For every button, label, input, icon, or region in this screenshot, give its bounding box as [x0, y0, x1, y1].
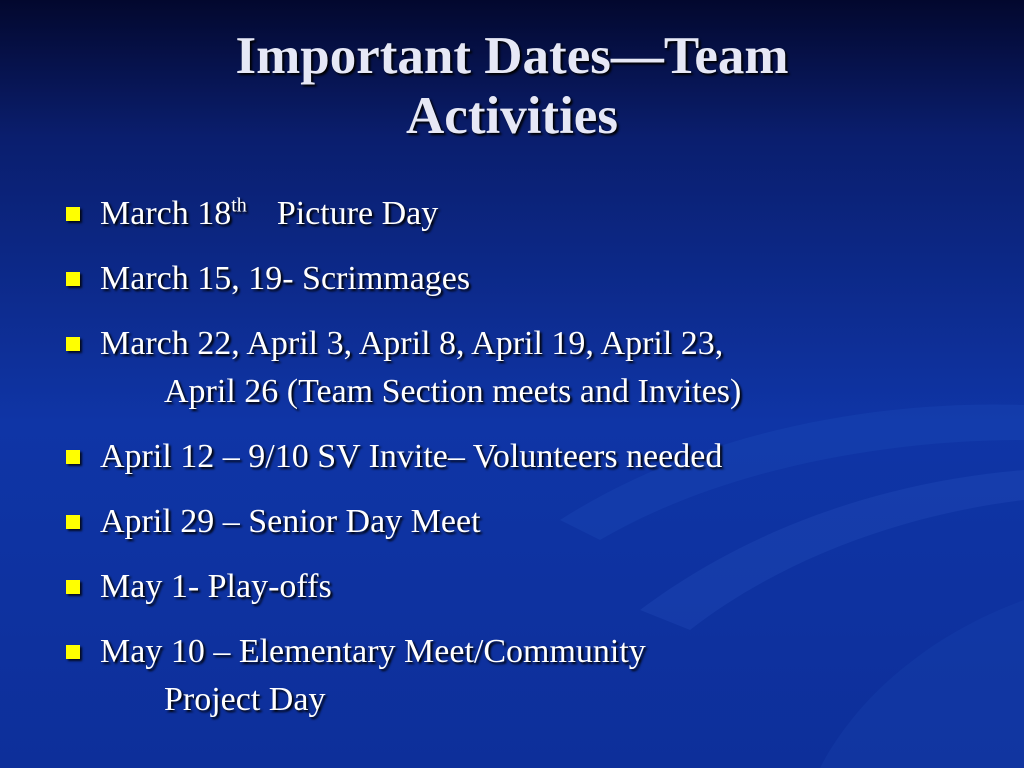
slide-title-line-2: Activities: [406, 87, 618, 145]
bullet-text: March 22, April 3, April 8, April 19, April 23,: [100, 325, 724, 362]
bullet-text: March 15, 19- Scrimmages: [100, 260, 471, 297]
square-bullet-icon: [66, 450, 80, 464]
square-bullet-icon: [66, 207, 80, 221]
bullet-text: May 1- Play-offs: [100, 568, 332, 605]
bullet-text: May 10 – Elementary Meet/Community: [100, 633, 646, 670]
ordinal-suffix: th: [231, 194, 247, 217]
slide-title: [0, 26, 1024, 146]
square-bullet-icon: [66, 272, 80, 286]
square-bullet-icon: [66, 645, 80, 659]
list-item: [62, 496, 992, 548]
square-bullet-icon: [66, 515, 80, 529]
bullet-continuation: April 26 (Team Section meets and Invites): [164, 373, 742, 410]
bullet-list: [62, 188, 992, 739]
bullet-continuation: Project Day: [164, 681, 326, 718]
list-item: [62, 188, 992, 240]
list-item: [62, 318, 992, 418]
list-item: [62, 431, 992, 483]
bullet-text: April 29 – Senior Day Meet: [100, 503, 481, 540]
square-bullet-icon: [66, 580, 80, 594]
bullet-text: Picture Day: [276, 195, 439, 232]
list-item: [62, 561, 992, 613]
bullet-text: April 12 – 9/10 SV Invite– Volunteers needed: [100, 438, 723, 475]
bullet-date: March 18: [100, 195, 232, 232]
slide-title-line-1: Important Dates—Team: [235, 27, 789, 85]
list-item: [62, 626, 992, 726]
list-item: [62, 253, 992, 305]
square-bullet-icon: [66, 337, 80, 351]
